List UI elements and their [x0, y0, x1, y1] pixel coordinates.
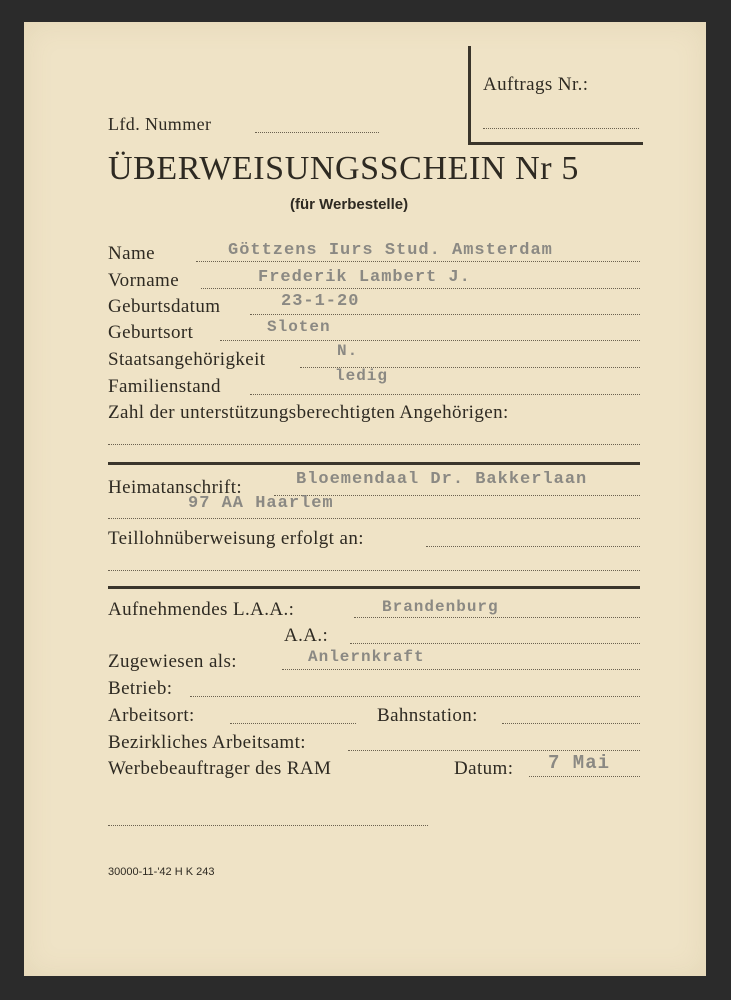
field-line-geburtsort: [220, 340, 640, 341]
signature-line: [108, 825, 428, 826]
field-line-geburtsdatum: [250, 314, 640, 315]
field-line-name: [196, 261, 640, 262]
typed-vorname: Frederik Lambert J.: [258, 268, 471, 287]
field-label-bahnstation: Bahnstation:: [377, 705, 478, 726]
field-label-arbeitsort: Arbeitsort:: [108, 705, 195, 726]
typed-heimat-line2: 97 AA Haarlem: [188, 494, 334, 513]
typed-staat: N.: [337, 342, 359, 360]
field-line-bezirk: [348, 750, 640, 751]
typed-name: Göttzens Iurs Stud. Amsterdam: [228, 241, 553, 260]
field-line-laa: [354, 617, 640, 618]
field-line-betrieb: [190, 696, 640, 697]
typed-geburtsort: Sloten: [267, 318, 331, 336]
field-label-datum: Datum:: [454, 758, 514, 779]
field-line-datum: [529, 776, 640, 777]
field-line-bahnstation: [502, 723, 640, 724]
field-label-zahl: Zahl der unterstützungsberechtigten Angehörigen:: [108, 402, 509, 423]
field-label-betrieb: Betrieb:: [108, 678, 173, 699]
print-code: 30000-11-'42 H K 243: [108, 866, 215, 878]
field-line-familienstand: [250, 394, 640, 395]
typed-datum: 7 Mai: [548, 752, 611, 774]
field-line-arbeitsort: [230, 723, 356, 724]
field-line-heimat-2: [108, 518, 640, 519]
field-label-familienstand: Familienstand: [108, 376, 221, 397]
field-line-aa: [350, 643, 640, 644]
field-label-name: Name: [108, 243, 155, 264]
field-line-zahl: [108, 444, 640, 445]
typed-familienstand: ledig: [335, 367, 389, 385]
field-label-aa: A.A.:: [284, 625, 329, 646]
typed-heimat-line1: Bloemendaal Dr. Bakkerlaan: [296, 470, 588, 489]
field-label-teillohn: Teillohnüberweisung erfolgt an:: [108, 528, 364, 549]
typed-geburtsdatum: 23-1-20: [281, 292, 360, 311]
lfd-number-line: [255, 132, 379, 133]
field-label-vorname: Vorname: [108, 270, 180, 291]
field-label-geburtsort: Geburtsort: [108, 322, 194, 343]
section-divider-1: [108, 462, 640, 465]
field-label-zugewiesen: Zugewiesen als:: [108, 651, 237, 672]
field-label-bezirk: Bezirkliches Arbeitsamt:: [108, 732, 306, 753]
field-label-staat: Staatsangehörigkeit: [108, 349, 266, 370]
field-line-teillohn-2: [108, 570, 640, 571]
field-line-zugewiesen: [282, 669, 640, 670]
auftrags-label: Auftrags Nr.:: [483, 74, 589, 95]
field-label-geburtsdatum: Geburtsdatum: [108, 296, 221, 317]
field-label-heimat: Heimatanschrift:: [108, 477, 243, 498]
field-label-laa: Aufnehmendes L.A.A.:: [108, 599, 295, 620]
field-line-teillohn: [426, 546, 640, 547]
typed-zugewiesen: Anlernkraft: [308, 648, 425, 666]
form-subtitle: (für Werbestelle): [290, 196, 409, 213]
field-line-vorname: [201, 288, 640, 289]
section-divider-2: [108, 586, 640, 589]
typed-laa: Brandenburg: [382, 598, 499, 616]
auftrags-line: [483, 128, 639, 129]
lfd-number-label: Lfd. Nummer: [108, 114, 212, 134]
transfer-form-card: [24, 22, 706, 976]
form-title: ÜBERWEISUNGSSCHEIN Nr 5: [108, 150, 579, 187]
field-label-werbe: Werbebeauftrager des RAM: [108, 758, 332, 779]
